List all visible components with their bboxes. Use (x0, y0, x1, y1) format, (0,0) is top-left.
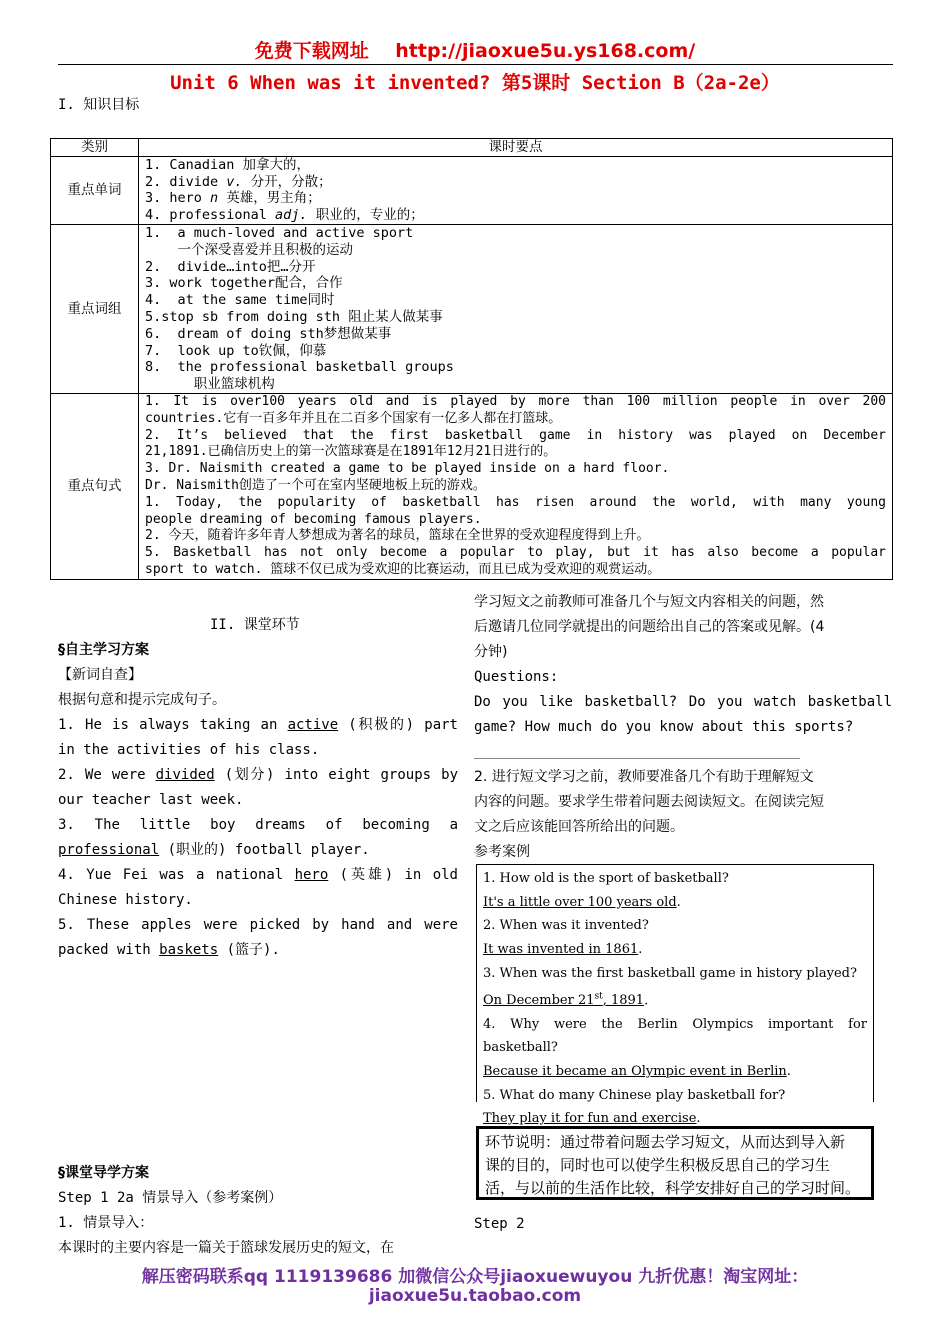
table-line: 5.stop sb from doing sth 阻止某人做某事 (145, 308, 443, 325)
header-divider (58, 64, 893, 65)
step1-heading: Step 1 2a 情景导入（参考案例） (58, 1190, 283, 1206)
row-category: 重点词组 (51, 224, 139, 393)
answer-word: professional (58, 842, 160, 858)
table-line: 2. divide v. 分开，分散； (145, 173, 332, 190)
qa-question: 5. What do many Chinese play basketball for? (483, 1087, 786, 1103)
exercise-instruction: 根据句意和提示完成句子。 (58, 692, 226, 708)
right-paragraph: 文之后应该能回答所给出的问题。 (474, 819, 684, 835)
table-line: 3. work together配合，合作 (145, 275, 343, 292)
step1-sub: 1. 情景导入： (58, 1215, 154, 1231)
qa-question: basketball? (483, 1040, 558, 1056)
right-paragraph: 2. 进行短文学习之前，教师要准备几个有助于理解短文 (474, 769, 814, 785)
qa-question: 3. When was the first basketball game in history played? (483, 965, 857, 981)
exercise-item: 1. He is always taking an active (积极的) part (58, 717, 458, 733)
row-content (139, 393, 893, 579)
table-header-category: 类别 (51, 139, 139, 157)
table-line: 4. at the same time同时 (145, 292, 335, 309)
answer-word: divided (155, 767, 215, 783)
row-content (139, 224, 893, 393)
table-line: 1. Canadian 加拿大的， (145, 156, 311, 173)
note-line: 环节说明：通过带着问题去学习短文，从而达到导入新 (485, 1133, 846, 1151)
table-line: 2. 今天，随着许多年青人梦想成为著名的球员，篮球在全世界的受欢迎程度得到上升。 (145, 528, 650, 544)
download-url[interactable]: http://jiaoxue5u.ys168.com/ (395, 40, 696, 62)
qa-answer: Because it became an Olympic event in Berlin. (483, 1063, 791, 1079)
qa-question: 4. Why were the Berlin Olympics important for (483, 1016, 867, 1032)
section-note-box (476, 1126, 874, 1200)
footer-contact: 解压密码联系qq 1119139686 加微信公众号jiaoxuewuyou 九折优惠！淘宝网址： (141, 1267, 809, 1287)
table-row (51, 393, 893, 579)
questions-label: Questions: (474, 669, 559, 685)
step2-heading: Step 2 (474, 1216, 525, 1232)
table-row (51, 224, 893, 393)
exercise-item: 2. We were divided (划分) into eight groups by (58, 767, 458, 783)
table-line: 3. hero n 英雄，男主角； (145, 190, 321, 207)
qa-answer: It was invented in 1861. (483, 942, 643, 958)
table-line: 7. look up to钦佩，仰慕 (145, 342, 327, 359)
exercise-item: our teacher last week. (58, 792, 244, 808)
right-column (474, 590, 892, 865)
right-paragraph: 学习短文之前教师可准备几个与短文内容相关的问题，然 (474, 594, 824, 610)
right-paragraph: 分钟) (474, 644, 508, 660)
exercise-item: professional (职业的) football player. (58, 842, 370, 858)
qa-answer: They play it for fun and exercise. (483, 1111, 701, 1127)
row-category: 重点句式 (51, 393, 139, 579)
footer-store-link[interactable]: jiaoxue5u.taobao.com (368, 1286, 582, 1306)
table-line: 2. divide…into把…分开 (145, 258, 316, 275)
table-line: 1. It is over100 years old and is played by more than 100 million people in over 200 (145, 393, 886, 409)
table-line: 4. professional adj. 职业的，专业的； (145, 207, 424, 224)
step1-text: 本课时的主要内容是一篇关于篮球发展历史的短文，在 (58, 1240, 394, 1256)
download-label: 免费下载网址 (254, 40, 369, 62)
knowledge-table (50, 138, 893, 580)
answer-line (474, 758, 800, 759)
table-line: Dr. Naismith创造了一个可在室内坚硬地板上玩的游戏。 (145, 477, 486, 493)
note-line: 活，与以前的生活作比较，科学安排好自己的学习时间。 (485, 1179, 861, 1197)
table-line: 2. It’s believed that the first basketball game in history was played on December (145, 427, 886, 443)
left-column (58, 613, 458, 963)
new-words-heading: 【新词自查】 (58, 667, 142, 683)
table-row (51, 156, 893, 224)
table-line: 6. dream of doing sth梦想做某事 (145, 325, 392, 342)
section-classroom: II. 课堂环节 (210, 617, 300, 633)
page-title: Unit 6 When was it invented? 第5课时 Section B（2a-2e） (170, 72, 780, 94)
exercise-item: packed with baskets (篮子). (58, 942, 280, 958)
qa-answer: It's a little over 100 years old. (483, 894, 681, 910)
note-line: 课的目的，同时也可以使学生积极反思自己的学习生 (485, 1156, 831, 1174)
exercise-item: in the activities of his class. (58, 742, 320, 758)
answer-word: active (287, 717, 339, 733)
left-column-bottom (58, 1161, 458, 1261)
section-knowledge-goals: I. 知识目标 (58, 97, 140, 113)
qa-answer: On December 21st, 1891. (483, 991, 649, 1008)
table-header-points: 课时要点 (139, 139, 893, 157)
header-download-link[interactable] (0, 36, 950, 63)
table-line: sport to watch. 篮球不仅已成为受欢迎的比赛运动，而且已成为受欢迎的观赏运动。 (145, 561, 661, 577)
table-line: countries.它有一百多年并且在二百多个国家有一亿多人都在打篮球。 (145, 410, 562, 426)
table-line: 1. a much-loved and active sport (145, 224, 414, 241)
answer-word: baskets (159, 942, 219, 958)
reference-label: 参考案例 (474, 844, 530, 860)
table-line: 5. Basketball has not only become a popular to play, but it has also become a popular (145, 545, 886, 561)
question-line: game? How much do you know about this sports? (474, 719, 854, 735)
answer-word: hero (294, 867, 329, 883)
exercise-item: Chinese history. (58, 892, 193, 908)
qa-question: 2. When was it invented? (483, 918, 649, 934)
question-line: Do you like basketball? Do you watch basketball (474, 694, 892, 710)
table-header-row (51, 139, 893, 157)
table-line: 职业篮球机构 (145, 376, 275, 393)
exercise-item: 5. These apples were picked by hand and were (58, 917, 458, 933)
self-study-heading: §自主学习方案 (58, 642, 149, 658)
right-paragraph: 后邀请几位同学就提出的问题给出自己的答案或见解。(4 (474, 619, 825, 635)
table-line: 1. Today, the popularity of basketball has risen around the world, with many young (145, 494, 886, 510)
row-content (139, 156, 893, 224)
reference-qa-box (476, 864, 874, 1127)
table-line: 一个深受喜爱并且积极的运动 (145, 241, 354, 258)
exercise-item: 3. The little boy dreams of becoming a (58, 817, 458, 833)
table-line: 8. the professional basketball groups (145, 359, 454, 376)
table-line: 21,1891.已确信历史上的第一次篮球赛是在1891年12月21日进行的。 (145, 444, 557, 460)
guide-heading: §课堂导学方案 (58, 1165, 149, 1181)
exercise-item: 4. Yue Fei was a national hero (英雄) in old (58, 867, 458, 883)
qa-question: 1. How old is the sport of basketball? (483, 871, 729, 886)
table-line: people dreaming of becoming famous players. (145, 511, 482, 527)
right-paragraph: 内容的问题。要求学生带着问题去阅读短文。在阅读完短 (474, 794, 824, 810)
row-category: 重点单词 (51, 156, 139, 224)
table-line: 3. Dr. Naismith created a game to be played inside on a hard floor. (145, 461, 670, 477)
